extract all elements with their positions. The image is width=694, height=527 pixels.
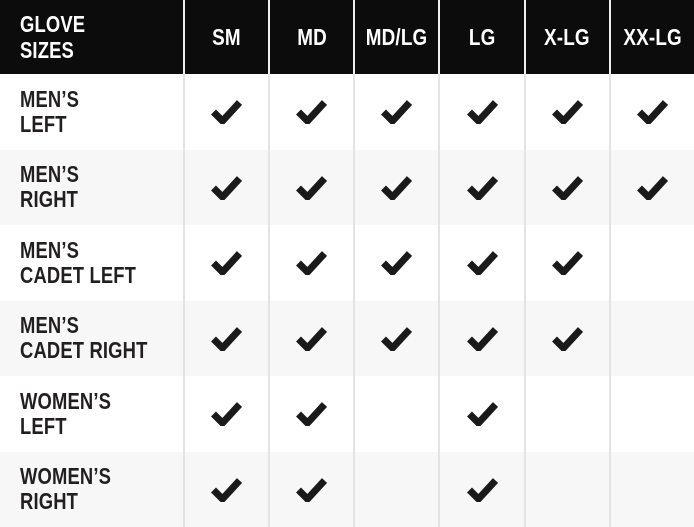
- check-cell: [609, 74, 694, 150]
- check-cell: [524, 376, 609, 452]
- checkmark-icon: [551, 99, 584, 124]
- checkmark-icon: [551, 250, 584, 275]
- check-cell: [268, 376, 353, 452]
- checkmark-icon: [551, 175, 584, 200]
- check-cell: [438, 74, 523, 150]
- row-label-mens-cadet-right: [0, 301, 183, 377]
- check-cell: [183, 301, 268, 377]
- check-cell: [524, 301, 609, 377]
- column-header-sm: SM: [183, 0, 268, 74]
- check-cell: [268, 225, 353, 301]
- check-cell: [183, 376, 268, 452]
- row-label-line-1: MEN’S: [20, 161, 80, 188]
- check-cell: [438, 301, 523, 377]
- row-label-line-2: RIGHT: [20, 186, 79, 213]
- check-cell: [183, 452, 268, 527]
- checkmark-icon: [210, 250, 243, 275]
- checkmark-icon: [380, 99, 413, 124]
- checkmark-icon: [380, 250, 413, 275]
- checkmark-icon: [466, 99, 499, 124]
- check-cell: [524, 225, 609, 301]
- check-cell: [268, 301, 353, 377]
- row-label-line-2: CADET LEFT: [20, 261, 137, 288]
- checkmark-icon: [210, 326, 243, 351]
- row-label-line-2: LEFT: [20, 412, 67, 439]
- check-cell: [353, 225, 438, 301]
- check-cell: [609, 376, 694, 452]
- check-cell: [183, 74, 268, 150]
- row-label-womens-left: [0, 376, 183, 452]
- checkmark-icon: [210, 477, 243, 502]
- checkmark-icon: [636, 99, 669, 124]
- check-cell: [524, 74, 609, 150]
- checkmark-icon: [295, 99, 328, 124]
- row-label-mens-right: [0, 150, 183, 226]
- row-label-line-2: LEFT: [20, 110, 67, 137]
- column-header-md-lg: MD/LG: [353, 0, 438, 74]
- check-cell: [438, 376, 523, 452]
- column-header-md: MD: [268, 0, 353, 74]
- check-cell: [609, 452, 694, 527]
- checkmark-icon: [380, 326, 413, 351]
- row-label-mens-cadet-left: [0, 225, 183, 301]
- checkmark-icon: [210, 175, 243, 200]
- checkmark-icon: [210, 99, 243, 124]
- row-label-line-1: WOMEN’S: [20, 387, 112, 414]
- table-title-line-1: GLOVE: [20, 11, 86, 37]
- checkmark-icon: [466, 175, 499, 200]
- checkmark-icon: [466, 477, 499, 502]
- column-header-xx-lg: XX-LG: [609, 0, 694, 74]
- check-cell: [353, 74, 438, 150]
- table-title-glove-sizes: [0, 0, 183, 74]
- checkmark-icon: [466, 401, 499, 426]
- check-cell: [353, 452, 438, 527]
- checkmark-icon: [380, 175, 413, 200]
- check-cell: [524, 452, 609, 527]
- row-label-line-1: MEN’S: [20, 85, 80, 112]
- check-cell: [609, 301, 694, 377]
- check-cell: [353, 376, 438, 452]
- column-header-x-lg: X-LG: [524, 0, 609, 74]
- checkmark-icon: [295, 250, 328, 275]
- checkmark-icon: [295, 401, 328, 426]
- row-label-womens-right: [0, 452, 183, 527]
- check-cell: [268, 150, 353, 226]
- check-cell: [183, 150, 268, 226]
- row-label-line-2: CADET RIGHT: [20, 337, 148, 364]
- row-label-line-2: RIGHT: [20, 488, 79, 515]
- checkmark-icon: [466, 326, 499, 351]
- checkmark-icon: [210, 401, 243, 426]
- check-cell: [438, 150, 523, 226]
- check-cell: [524, 150, 609, 226]
- check-cell: [609, 225, 694, 301]
- checkmark-icon: [636, 175, 669, 200]
- check-cell: [353, 150, 438, 226]
- check-cell: [183, 225, 268, 301]
- check-cell: [438, 452, 523, 527]
- checkmark-icon: [295, 175, 328, 200]
- checkmark-icon: [466, 250, 499, 275]
- check-cell: [268, 452, 353, 527]
- checkmark-icon: [551, 326, 584, 351]
- check-cell: [609, 150, 694, 226]
- row-label-mens-left: [0, 74, 183, 150]
- column-header-lg: LG: [438, 0, 523, 74]
- checkmark-icon: [295, 326, 328, 351]
- checkmark-icon: [295, 477, 328, 502]
- check-cell: [268, 74, 353, 150]
- check-cell: [353, 301, 438, 377]
- check-cell: [438, 225, 523, 301]
- row-label-line-1: MEN’S: [20, 236, 80, 263]
- row-label-line-1: WOMEN’S: [20, 463, 112, 490]
- row-label-line-1: MEN’S: [20, 312, 80, 339]
- table-title-line-2: SIZES: [20, 37, 74, 63]
